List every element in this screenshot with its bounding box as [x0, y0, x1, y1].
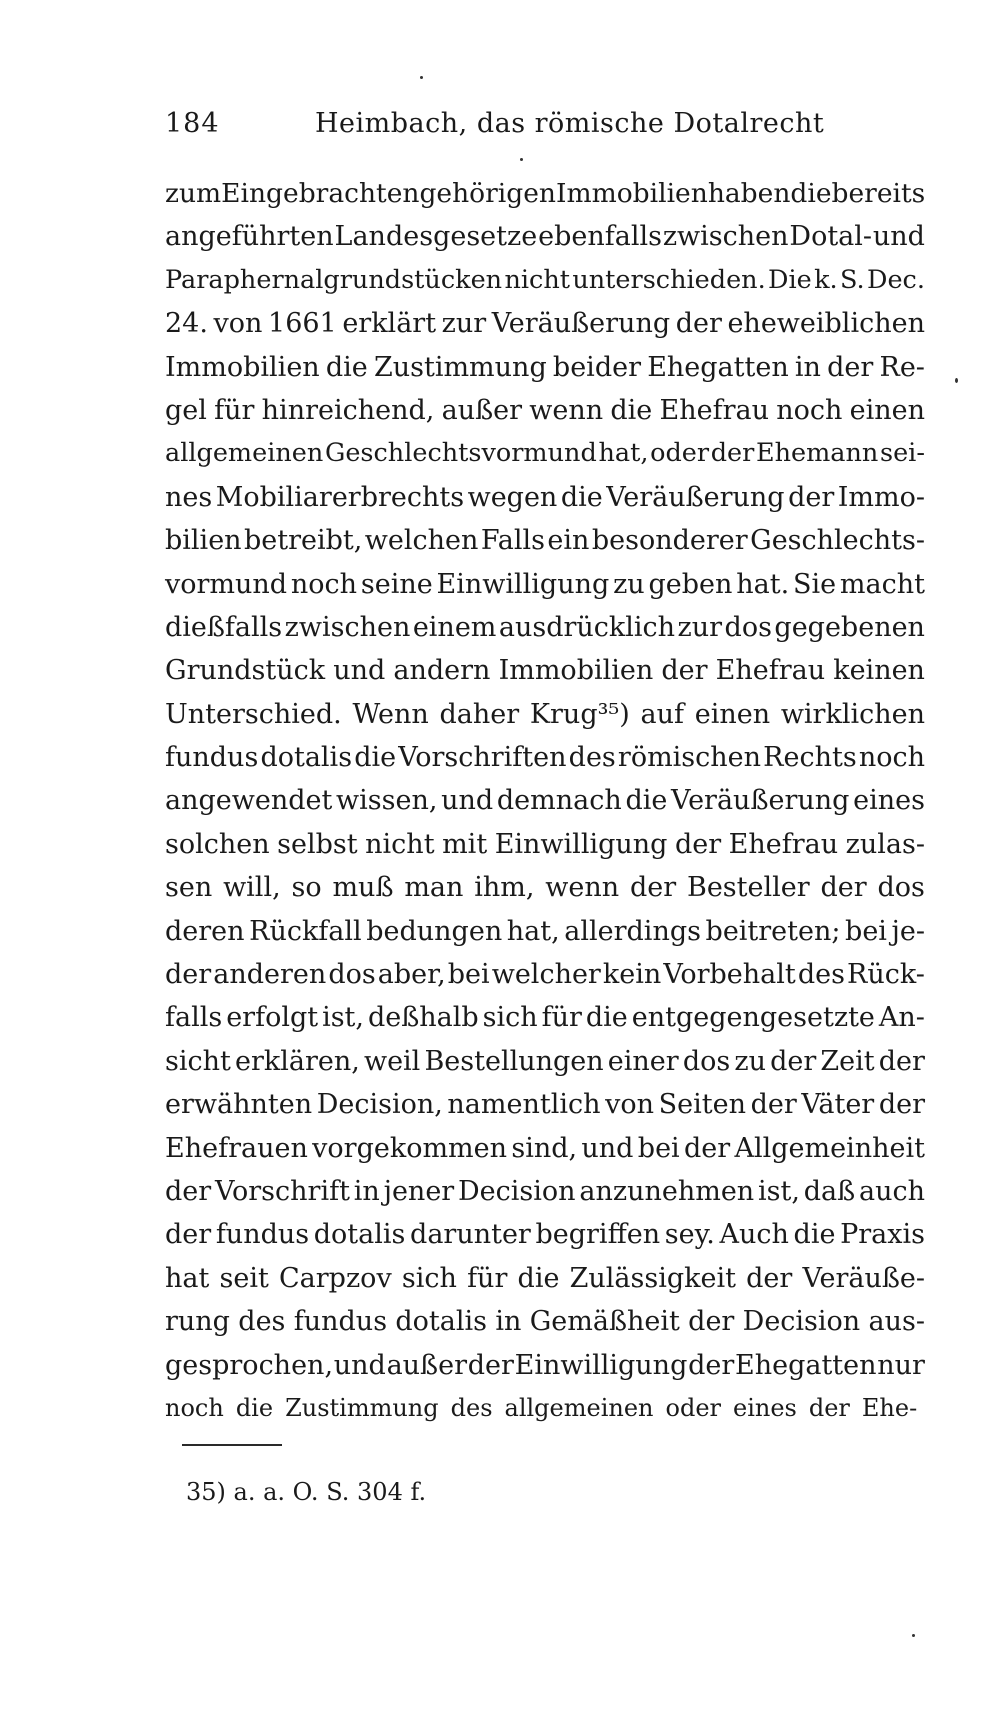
word: dotalis [260, 742, 353, 774]
word: namentlich [447, 1089, 601, 1121]
word: 24. [165, 308, 208, 340]
word: erwähnten [165, 1089, 313, 1121]
word: selbst [277, 828, 358, 860]
word: ebenfalls [538, 221, 662, 253]
word: erklärt [342, 308, 437, 340]
word: unterschieden. [572, 264, 766, 295]
word: zwischen [284, 611, 411, 643]
word: außer [441, 394, 523, 426]
word: bei [637, 1132, 680, 1164]
word: ist, [322, 1002, 364, 1034]
word: beider [552, 351, 641, 383]
text-line [165, 649, 925, 692]
text-line [165, 1387, 925, 1430]
word: aus- [868, 1306, 925, 1338]
word: der [746, 1262, 793, 1294]
text-line [165, 996, 925, 1039]
word: 1661 [268, 308, 337, 340]
word: wissen, [336, 785, 438, 817]
word: dos [724, 611, 772, 643]
word: eines [853, 785, 925, 817]
word: außer [386, 1349, 467, 1381]
word: gel [165, 394, 207, 426]
word: in [495, 1306, 522, 1338]
word: noch [290, 568, 358, 600]
word: Immobilien [555, 178, 708, 209]
word: dos [877, 872, 925, 904]
word: ihm, [474, 872, 535, 904]
word: gesprochen, [165, 1349, 334, 1381]
word: des [238, 1306, 286, 1338]
word: dos [328, 959, 376, 991]
text-line [165, 302, 925, 345]
word: aber, [377, 959, 446, 991]
word: Rück- [847, 959, 925, 991]
word: nur [877, 1349, 925, 1381]
word: der [688, 1349, 735, 1381]
word: nicht [365, 828, 435, 860]
word: Allgemeinheit [734, 1132, 925, 1164]
word: wegen [467, 481, 558, 513]
word: welcher [491, 959, 601, 991]
text-line [165, 1257, 925, 1300]
word: Einwilligung [514, 1349, 688, 1381]
word: dos [682, 1045, 731, 1077]
word: von [213, 308, 263, 340]
word: die [517, 1262, 560, 1294]
text-line [165, 779, 925, 822]
word: Decision [742, 1306, 861, 1338]
text-line [165, 866, 925, 909]
word: Immobilien [498, 655, 654, 687]
word: haben [707, 178, 791, 209]
word: für [541, 1002, 582, 1034]
word: dotalis [313, 1219, 406, 1251]
footnote: 35) a. a. O. S. 304 f. [186, 1478, 427, 1506]
word: weil [363, 1045, 421, 1077]
word: gegebenen [774, 611, 925, 643]
text-line [165, 215, 925, 258]
text-line [165, 693, 925, 736]
word: der [750, 1089, 797, 1121]
word: oder [650, 438, 710, 469]
word: der [878, 1045, 925, 1077]
word: Geschlechts- [750, 525, 925, 557]
word: der [467, 1349, 514, 1381]
word: einer [607, 1045, 679, 1077]
word: Zulässigkeit [569, 1262, 736, 1294]
word: ein [547, 525, 590, 557]
word: betreibt, [244, 525, 363, 557]
word: Wenn [352, 698, 429, 730]
text-line [165, 563, 925, 606]
word: in [794, 351, 821, 383]
word: deren [165, 915, 245, 947]
text-line [165, 1083, 925, 1126]
word: der [820, 872, 867, 904]
word: allgemeinen [165, 438, 324, 469]
word: der [808, 1393, 850, 1422]
word: Vorschriften [398, 742, 567, 774]
word: zwischen [662, 221, 789, 253]
word: gehörigen [419, 178, 556, 209]
word: von [605, 1089, 655, 1121]
main-text [165, 172, 925, 1430]
word: zur [441, 308, 487, 340]
text-line [165, 346, 925, 389]
word: des [450, 1393, 493, 1422]
word: daß [803, 1175, 856, 1207]
word: noch [165, 1393, 224, 1422]
text-line [165, 953, 925, 996]
word: fundus [165, 742, 259, 774]
text-line [165, 910, 925, 953]
word: Decision [458, 1175, 576, 1207]
word: Decision, [316, 1089, 443, 1121]
word: Veräußerung [606, 481, 785, 513]
word: beitreten; [705, 915, 841, 947]
text-line [165, 1300, 925, 1343]
word: vorgekommen [312, 1132, 508, 1164]
word: und [333, 655, 386, 687]
word: zur [677, 611, 723, 643]
word: keinen [833, 655, 925, 687]
word: daher [439, 698, 520, 730]
word: auf [640, 698, 684, 730]
word: die [790, 178, 832, 209]
word: römischen [617, 742, 762, 774]
word: wenn [529, 394, 604, 426]
word: zulas- [845, 828, 925, 860]
word: anderen [213, 959, 327, 991]
word: der [675, 308, 722, 340]
word: Ehemann [755, 438, 879, 469]
word: so [291, 872, 322, 904]
word: zu [613, 568, 645, 600]
text-line [165, 519, 925, 562]
word: Dotal- [789, 221, 873, 253]
word: Seiten [658, 1089, 746, 1121]
word: sich [401, 1262, 457, 1294]
word: An- [878, 1002, 925, 1034]
word: Eingebrachten [221, 178, 420, 209]
page-header [165, 108, 825, 148]
word: Ehefrau [715, 655, 826, 687]
word: will, [223, 872, 281, 904]
paper-speck [912, 1634, 915, 1637]
word: anzunehmen [579, 1175, 755, 1207]
word: die [625, 785, 668, 817]
word: Paraphernalgrundstücken [165, 264, 503, 295]
word: wirklichen [780, 698, 925, 730]
word: Immobilien [165, 351, 320, 383]
word: eines [733, 1393, 797, 1422]
word: Ehegatten [647, 351, 789, 383]
word: kein [602, 959, 662, 991]
word: Rückfall [249, 915, 362, 947]
word: bei [845, 915, 887, 947]
word: zum [165, 178, 222, 209]
word: Ehegatten [735, 1349, 877, 1381]
word: die [793, 1219, 836, 1251]
word: nes [165, 481, 213, 513]
word: für [214, 394, 255, 426]
word: der [684, 1132, 731, 1164]
word: noch [858, 742, 925, 774]
word: Sie [792, 568, 837, 600]
word: der [827, 351, 874, 383]
word: der [661, 655, 708, 687]
word: Dec. [867, 264, 925, 295]
word: Auch [719, 1219, 789, 1251]
word: der [710, 438, 755, 469]
word: der [674, 828, 722, 860]
word: vormund [165, 568, 288, 600]
word: und [872, 221, 925, 253]
word: Ehefrau [728, 828, 839, 860]
word: hat [165, 1262, 210, 1294]
word: andern [393, 655, 491, 687]
word: noch [776, 394, 843, 426]
word: Veräußerung [671, 785, 850, 817]
word: zu [734, 1045, 766, 1077]
paper-speck [420, 76, 423, 79]
word: die [585, 1002, 628, 1034]
word: Ehe- [861, 1393, 918, 1422]
word: einem [412, 611, 497, 643]
word: hinreichend, [261, 394, 435, 426]
word: Vorbehalt [663, 959, 796, 991]
word: die [610, 394, 653, 426]
text-line [165, 259, 925, 302]
text-line [165, 1344, 925, 1387]
word: die [354, 742, 397, 774]
word: rung [165, 1306, 230, 1338]
word: der [770, 1045, 817, 1077]
word: erfolgt [226, 1002, 319, 1034]
word: sei- [880, 438, 925, 469]
word: Gemäßheit [529, 1306, 680, 1338]
word: fundus [293, 1306, 388, 1338]
text-line [165, 606, 925, 649]
text-line [165, 172, 925, 215]
word: ausdrücklich [498, 611, 676, 643]
paper-speck [955, 378, 958, 383]
word: bereits [831, 178, 926, 209]
word: wenn [545, 872, 620, 904]
text-line [165, 432, 925, 475]
word: Krug³⁵) [529, 698, 630, 730]
word: Zeit [820, 1045, 875, 1077]
word: oder [665, 1393, 721, 1422]
word: seine [360, 568, 433, 600]
word: Veräuße- [802, 1262, 925, 1294]
word: Landesgesetze [334, 221, 538, 253]
word: Falls [480, 525, 545, 557]
word: falls [165, 1002, 223, 1034]
word: nicht [504, 264, 570, 295]
word: erklären, [234, 1045, 360, 1077]
word: solchen [165, 828, 270, 860]
text-line [165, 736, 925, 779]
word: der [878, 1089, 925, 1121]
word: seit [219, 1262, 269, 1294]
word: mit [442, 828, 488, 860]
word: S. [839, 264, 865, 295]
word: auch [858, 1175, 925, 1207]
word: für [467, 1262, 508, 1294]
word: hat, [598, 438, 649, 469]
word: Die [768, 264, 812, 295]
word: bilien [165, 525, 242, 557]
word: Immo- [837, 481, 925, 513]
word: des [568, 742, 616, 774]
page-number: 184 [165, 108, 220, 139]
text-line [165, 476, 925, 519]
word: deßhalb [367, 1002, 479, 1034]
word: sey. [664, 1219, 715, 1251]
word: sicht [165, 1045, 231, 1077]
word: je- [891, 915, 925, 947]
word: angewendet [165, 785, 333, 817]
text-line [165, 823, 925, 866]
word: Zustimmung [373, 351, 547, 383]
word: Mobiliarerbrechts [215, 481, 465, 513]
word: entgegengesetzte [631, 1002, 875, 1034]
word: geben [648, 568, 733, 600]
word: Bestellungen [424, 1045, 604, 1077]
word: Rechts [763, 742, 857, 774]
word: und [333, 1349, 386, 1381]
word: der [688, 1306, 735, 1338]
word: hat, [506, 915, 560, 947]
word: begriffen [535, 1219, 661, 1251]
word: fundus [215, 1219, 310, 1251]
word: die [235, 1393, 274, 1422]
word: in [353, 1175, 380, 1207]
word: sen [165, 872, 213, 904]
running-title: Heimbach, das römische Dotalrecht [315, 108, 825, 139]
word: des [797, 959, 845, 991]
word: Carpzov [279, 1262, 392, 1294]
word: die [560, 481, 603, 513]
word: Veräußerung [491, 308, 671, 340]
word: man [404, 872, 464, 904]
text-line [165, 1040, 925, 1083]
word: der [165, 1175, 212, 1207]
word: bei [447, 959, 490, 991]
word: hat. [736, 568, 790, 600]
word: Väter [801, 1089, 875, 1121]
word: Einwilligung [436, 568, 610, 600]
text-line [165, 1170, 925, 1213]
word: und [441, 785, 494, 817]
word: Grundstück [165, 655, 326, 687]
word: Praxis [840, 1219, 925, 1251]
text-line [165, 389, 925, 432]
word: Ehefrau [659, 394, 769, 426]
word: besonderer [591, 525, 748, 557]
paper-speck [520, 158, 523, 161]
word: eheweiblichen [727, 308, 925, 340]
text-line [165, 1127, 925, 1170]
word: Geschlechtsvormund [324, 438, 597, 469]
word: der [629, 872, 677, 904]
word: Besteller [686, 872, 810, 904]
word: allerdings [564, 915, 701, 947]
word: demnach [496, 785, 622, 817]
word: Vorschrift [214, 1175, 350, 1207]
word: muß [332, 872, 394, 904]
word: ist, [758, 1175, 800, 1207]
word: Ehefrauen [165, 1132, 308, 1164]
word: sind, [511, 1132, 578, 1164]
word: die [325, 351, 368, 383]
word: sich [482, 1002, 538, 1034]
word: Re- [879, 351, 925, 383]
word: der [788, 481, 835, 513]
word: Zustimmung [285, 1393, 439, 1422]
word: welchen [364, 525, 479, 557]
word: bedungen [366, 915, 503, 947]
word: einen [694, 698, 771, 730]
footnote-separator [182, 1444, 282, 1446]
word: angeführten [165, 221, 334, 253]
word: allgemeinen [504, 1393, 654, 1422]
word: darunter [410, 1219, 531, 1251]
text-line [165, 1213, 925, 1256]
word: Einwilligung [494, 828, 668, 860]
word: dotalis [395, 1306, 488, 1338]
word: der [165, 959, 212, 991]
word: macht [839, 568, 925, 600]
word: und [581, 1132, 634, 1164]
word: jener [383, 1175, 455, 1207]
word: der [165, 1219, 212, 1251]
word: einen [849, 394, 925, 426]
word: k. [814, 264, 838, 295]
word: dießfalls [165, 611, 283, 643]
word: Unterschied. [165, 698, 342, 730]
